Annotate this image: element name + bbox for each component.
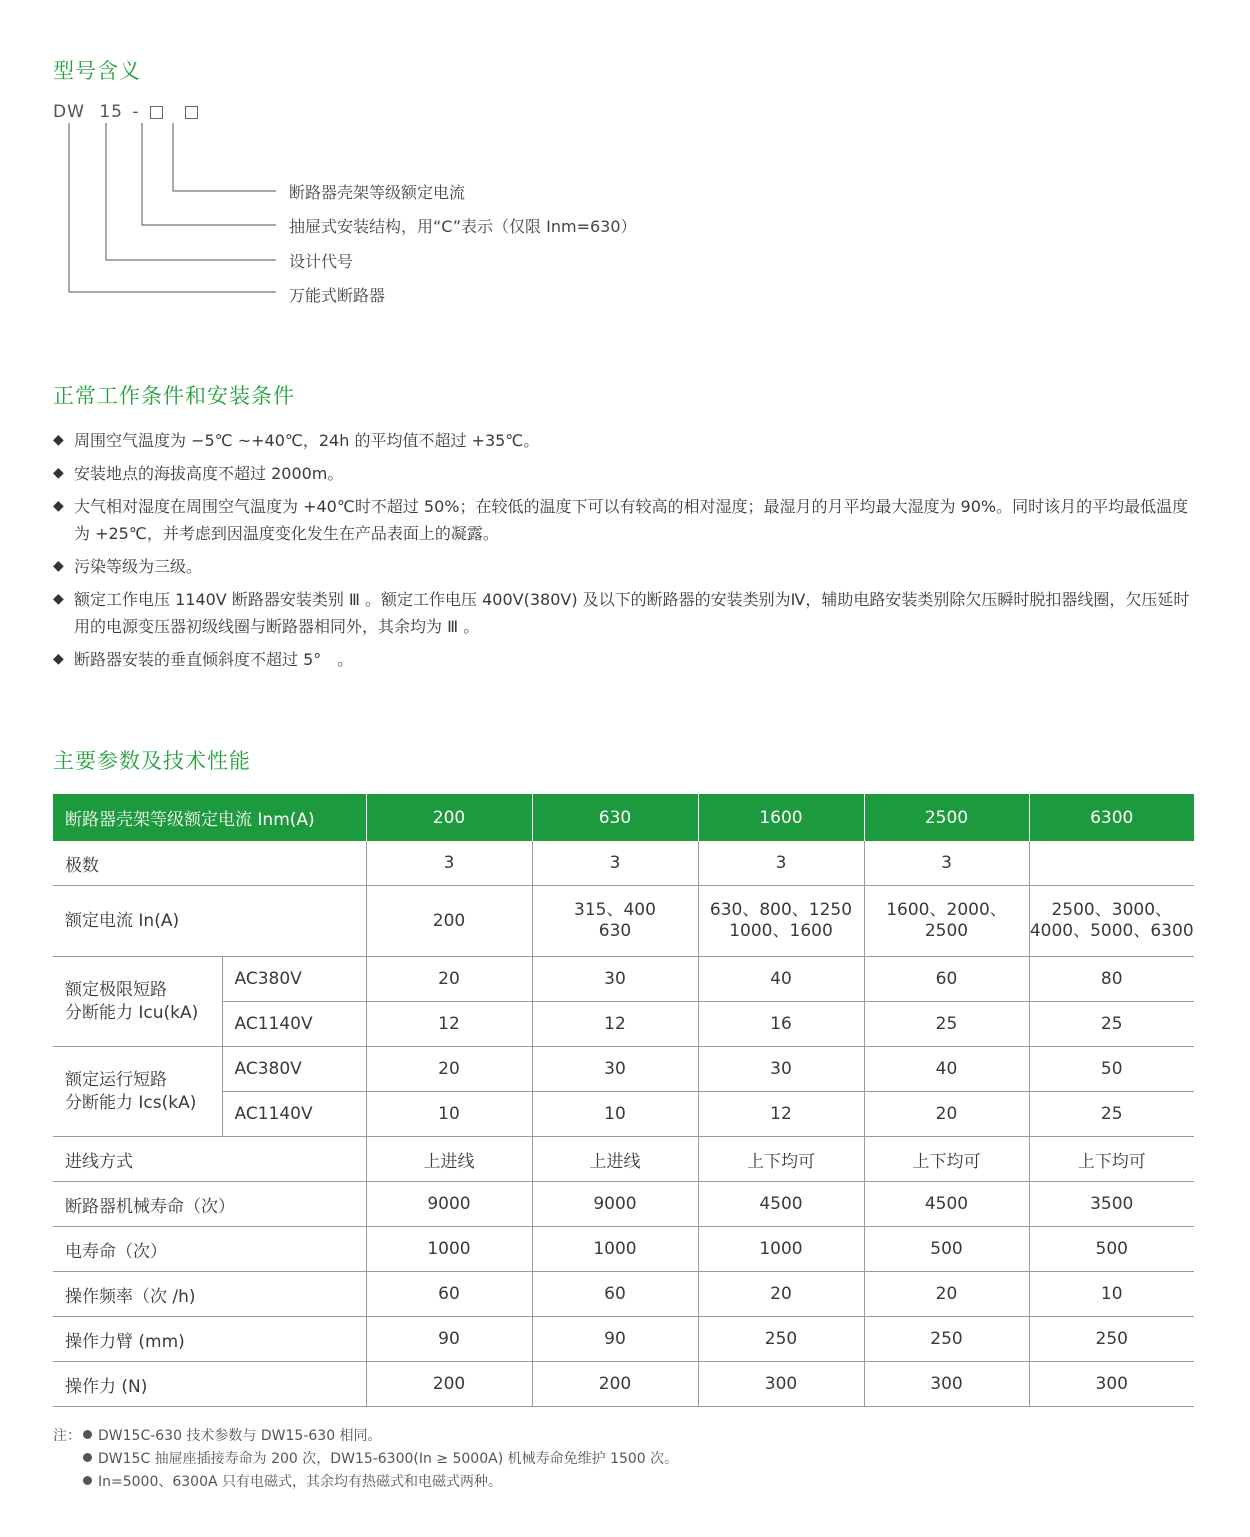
table-cell: 90 <box>366 1317 532 1362</box>
row-label: 操作频率（次 /h) <box>53 1272 366 1317</box>
table-cell: 500 <box>864 1227 1029 1272</box>
table-cell: 4500 <box>864 1182 1029 1227</box>
table-cell: 90 <box>532 1317 698 1362</box>
table-cell: 315、400 630 <box>532 886 698 957</box>
row-label: 操作力臂 (mm) <box>53 1317 366 1362</box>
bullet-dot-icon <box>83 1453 92 1462</box>
table-cell: 1600、2000、 2500 <box>864 886 1029 957</box>
list-item: ◆ 额定工作电压 1140V 断路器安装类别 Ⅲ 。额定工作电压 400V(380V) 及以下的断路器的安装类别为Ⅳ，辅助电路安装类别除欠压瞬时脱扣器线圈，欠压延时用的电源变压器初级线圈与断路器相同外，其余均为 Ⅲ 。 <box>53 586 1198 640</box>
table-cell: 1000 <box>532 1227 698 1272</box>
table-row <box>53 1227 1194 1272</box>
table-cell: 上进线 <box>366 1137 532 1182</box>
table-row <box>53 1092 1194 1137</box>
table-cell: 80 <box>1029 957 1194 1002</box>
header-col: 630 <box>532 794 698 841</box>
list-item: ◆ 污染等级为三级。 <box>53 553 1198 580</box>
table-cell: 20 <box>698 1272 864 1317</box>
legend-drawer-structure: 抽屉式安装结构，用“C”表示（仅限 Inm=630） <box>289 217 637 236</box>
notes <box>53 1425 678 1494</box>
table-cell: 250 <box>698 1317 864 1362</box>
conditions-list <box>53 427 1198 679</box>
diamond-bullet-icon: ◆ <box>53 465 64 481</box>
list-item: ◆ 周围空气温度为 −5℃ ~+40℃，24h 的平均值不超过 +35℃。 <box>53 427 1198 454</box>
sub-label: AC380V <box>222 1047 366 1092</box>
table-row <box>53 1002 1194 1047</box>
header-col: 200 <box>366 794 532 841</box>
table-cell: 30 <box>532 957 698 1002</box>
table-row <box>53 1272 1194 1317</box>
table-row <box>53 957 1194 1002</box>
sub-label: AC380V <box>222 957 366 1002</box>
model-code-prefix: DW <box>53 102 85 122</box>
row-label-icu: 额定极限短路 分断能力 Icu(kA) <box>53 957 222 1047</box>
table-cell: 20 <box>366 957 532 1002</box>
table-cell: 630、800、1250 1000、1600 <box>698 886 864 957</box>
list-item: ◆ 大气相对湿度在周围空气温度为 +40℃时不超过 50%；在较低的温度下可以有较高的相对湿度；最湿月的月平均最大湿度为 90%。同时该月的平均最低温度为 +25℃，并考虑到因温度变化发生在产品表面上的凝露。 <box>53 493 1198 547</box>
list-item: ◆ 安装地点的海拔高度不超过 2000m。 <box>53 460 1198 487</box>
table-cell: 10 <box>366 1092 532 1137</box>
model-code-dash: - <box>132 102 140 122</box>
table-cell: 40 <box>698 957 864 1002</box>
table-cell: 2500、3000、 4000、5000、6300 <box>1029 886 1194 957</box>
legend-rated-current: 断路器壳架等级额定电流 <box>289 183 466 202</box>
table-cell: 300 <box>1029 1362 1194 1407</box>
table-cell: 20 <box>864 1272 1029 1317</box>
table-cell: 20 <box>366 1047 532 1092</box>
leader-line-drawer <box>142 123 276 225</box>
table-cell: 200 <box>366 1362 532 1407</box>
table-cell: 200 <box>532 1362 698 1407</box>
row-label: 进线方式 <box>53 1137 366 1182</box>
table-cell: 16 <box>698 1002 864 1047</box>
table-cell: 3500 <box>1029 1182 1194 1227</box>
diamond-bullet-icon: ◆ <box>53 498 64 514</box>
leader-line-rated-current <box>173 123 276 191</box>
table-cell: 300 <box>698 1362 864 1407</box>
table-row <box>53 886 1194 957</box>
table-cell: 300 <box>864 1362 1029 1407</box>
header-col: 6300 <box>1029 794 1194 841</box>
legend-universal-breaker: 万能式断路器 <box>289 286 386 305</box>
table-cell <box>1029 841 1194 886</box>
bullet-dot-icon <box>83 1430 92 1439</box>
header-label: 断路器壳架等级额定电流 Inm(A) <box>53 794 366 841</box>
note-item: 注： DW15C-630 技术参数与 DW15-630 相同。 <box>53 1425 678 1448</box>
table-cell: 12 <box>698 1092 864 1137</box>
diamond-bullet-icon: ◆ <box>53 591 64 607</box>
table-row <box>53 841 1194 886</box>
table-cell: 60 <box>864 957 1029 1002</box>
table-cell: 50 <box>1029 1047 1194 1092</box>
legend-design-code: 设计代号 <box>289 252 354 271</box>
model-meaning-title: 型号含义 <box>53 59 141 83</box>
row-label: 操作力 (N) <box>53 1362 366 1407</box>
bullet-dot-icon <box>83 1476 92 1485</box>
row-label-ics: 额定运行短路 分断能力 Ics(kA) <box>53 1047 222 1137</box>
table-cell: 25 <box>1029 1092 1194 1137</box>
table-cell: 12 <box>532 1002 698 1047</box>
params-title: 主要参数及技术性能 <box>53 749 251 773</box>
header-col: 1600 <box>698 794 864 841</box>
table-cell: 3 <box>864 841 1029 886</box>
table-cell: 3 <box>532 841 698 886</box>
row-label: 极数 <box>53 841 366 886</box>
table-cell: 3 <box>698 841 864 886</box>
table-cell: 1000 <box>698 1227 864 1272</box>
table-header-row <box>53 794 1194 841</box>
table-row <box>53 1362 1194 1407</box>
table-cell: 25 <box>864 1002 1029 1047</box>
model-code-leader-lines <box>0 0 300 300</box>
table-cell: 12 <box>366 1002 532 1047</box>
sub-label: AC1140V <box>222 1092 366 1137</box>
table-cell: 上下均可 <box>1029 1137 1194 1182</box>
table-cell: 9000 <box>532 1182 698 1227</box>
row-label: 断路器机械寿命（次） <box>53 1182 366 1227</box>
table-cell: 250 <box>864 1317 1029 1362</box>
table-cell: 4500 <box>698 1182 864 1227</box>
table-cell: 500 <box>1029 1227 1194 1272</box>
table-cell: 60 <box>366 1272 532 1317</box>
sub-label: AC1140V <box>222 1002 366 1047</box>
table-cell: 3 <box>366 841 532 886</box>
params-table <box>53 794 1194 1407</box>
note-item: DW15C 抽屉座插接寿命为 200 次，DW15-6300(In ≥ 5000A) 机械寿命免维护 1500 次。 <box>53 1448 678 1471</box>
table-cell: 20 <box>864 1092 1029 1137</box>
table-cell: 上下均可 <box>698 1137 864 1182</box>
table-cell: 200 <box>366 886 532 957</box>
header-col: 2500 <box>864 794 1029 841</box>
diamond-bullet-icon: ◆ <box>53 558 64 574</box>
model-code-number: 15 <box>99 102 123 122</box>
table-row <box>53 1182 1194 1227</box>
table-cell: 上进线 <box>532 1137 698 1182</box>
table-cell: 60 <box>532 1272 698 1317</box>
note-item: In=5000、6300A 只有电磁式，其余均有热磁式和电磁式两种。 <box>53 1471 678 1494</box>
row-label: 额定电流 In(A) <box>53 886 366 957</box>
table-cell: 25 <box>1029 1002 1194 1047</box>
table-row <box>53 1317 1194 1362</box>
row-label: 电寿命（次） <box>53 1227 366 1272</box>
table-row <box>53 1047 1194 1092</box>
table-cell: 1000 <box>366 1227 532 1272</box>
conditions-title: 正常工作条件和安装条件 <box>53 384 295 408</box>
table-cell: 30 <box>532 1047 698 1092</box>
table-cell: 40 <box>864 1047 1029 1092</box>
list-item: ◆ 断路器安装的垂直倾斜度不超过 5° 。 <box>53 646 1198 673</box>
diamond-bullet-icon: ◆ <box>53 432 64 448</box>
table-cell: 250 <box>1029 1317 1194 1362</box>
table-cell: 10 <box>1029 1272 1194 1317</box>
table-cell: 9000 <box>366 1182 532 1227</box>
table-cell: 上下均可 <box>864 1137 1029 1182</box>
table-cell: 10 <box>532 1092 698 1137</box>
table-row <box>53 1137 1194 1182</box>
diamond-bullet-icon: ◆ <box>53 651 64 667</box>
notes-prefix: 注： <box>53 1428 81 1444</box>
table-cell: 30 <box>698 1047 864 1092</box>
